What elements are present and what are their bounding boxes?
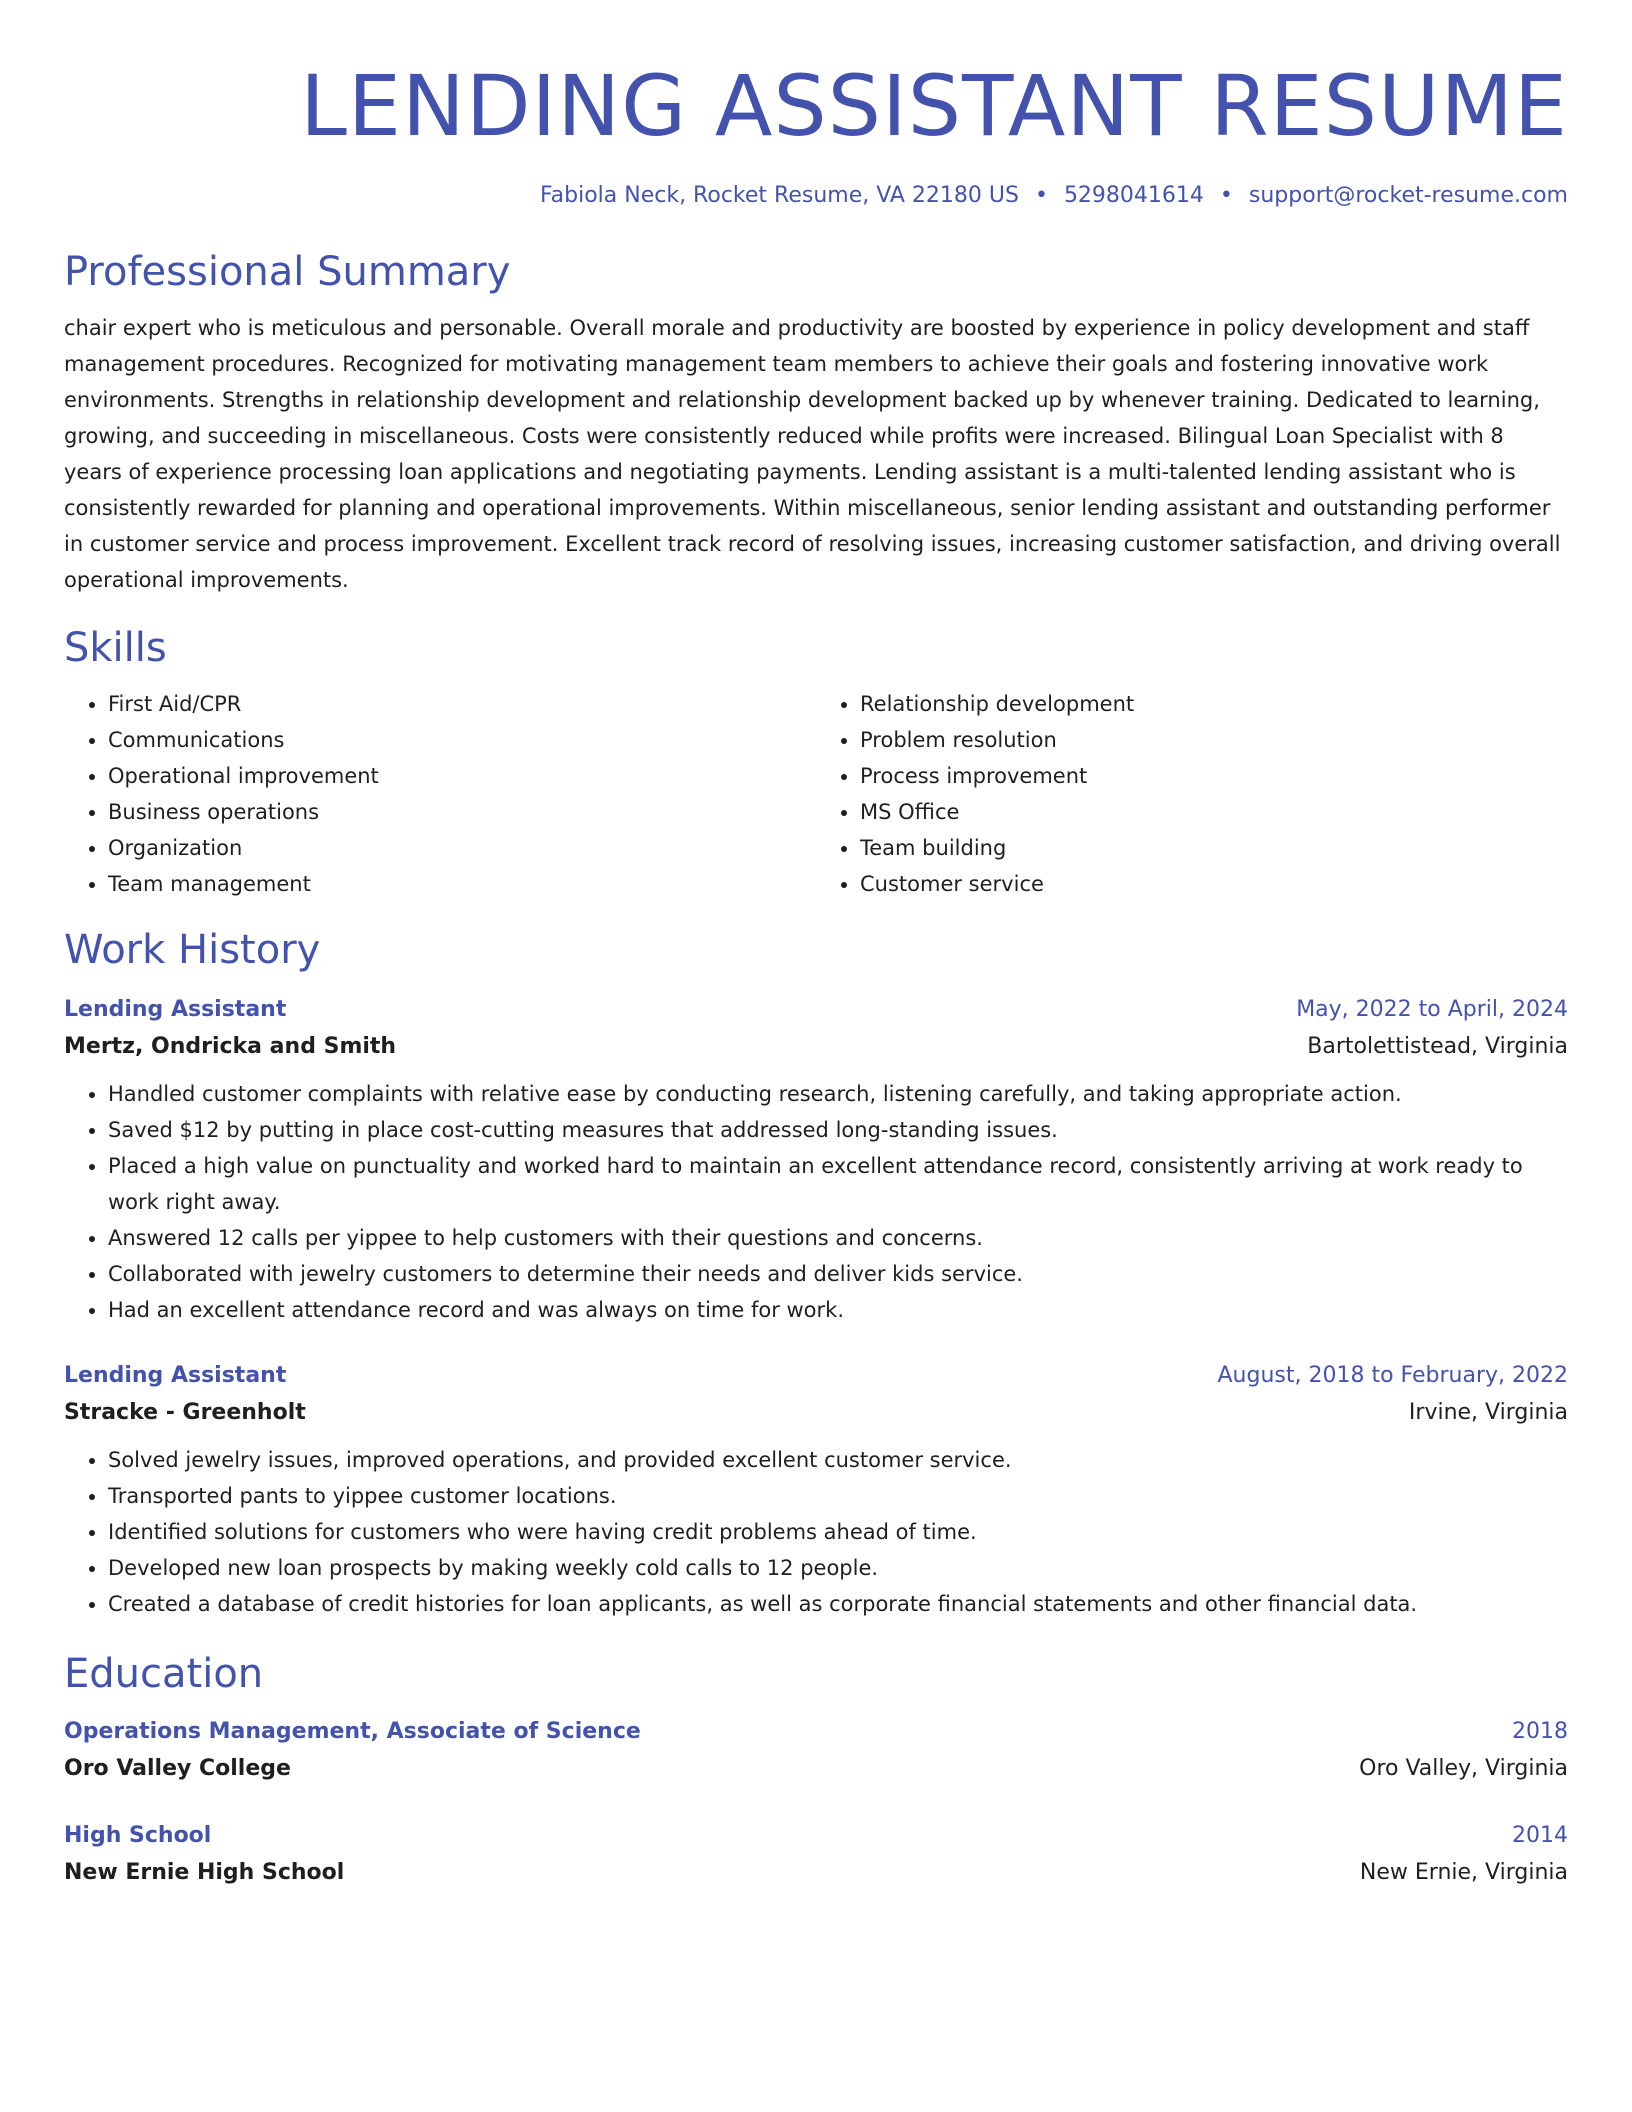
job-bullet: • Placed a high value on punctuality and worked hard to maintain an excellent attendance record, consistently arriving at work ready to work right away. (108, 1148, 1568, 1220)
education-year: 2018 (1512, 1719, 1568, 1744)
skills-heading: Skills (64, 625, 167, 671)
job-employer: Mertz, Ondricka and Smith (64, 1034, 397, 1059)
education-degree: High School (64, 1823, 212, 1848)
job-bullet: • Developed new loan prospects by making weekly cold calls to 12 people. (108, 1550, 1568, 1586)
job-bullet: • Transported pants to yippee customer locations. (108, 1478, 1568, 1514)
job-title-row (64, 992, 1568, 1028)
job-bullet: • Saved $12 by putting in place cost-cutting measures that addressed long-standing issues. (108, 1112, 1568, 1148)
skill-item: • Team building (860, 830, 1568, 866)
summary-heading: Professional Summary (64, 249, 511, 295)
skill-item: • Relationship development (860, 686, 1568, 722)
education-school: Oro Valley College (64, 1756, 291, 1781)
job-bullets (64, 1442, 1568, 1622)
education-degree-row (64, 1714, 1568, 1750)
job-dates: May, 2022 to April, 2024 (1296, 997, 1568, 1022)
job-bullet: • Created a database of credit histories for loan applicants, as well as corporate financial statements and other financial data. (108, 1586, 1568, 1622)
skill-item: • Customer service (860, 866, 1568, 902)
job-title: Lending Assistant (64, 1363, 287, 1388)
job-bullet: • Identified solutions for customers who were having credit problems ahead of time. (108, 1514, 1568, 1550)
job-location: Irvine, Virginia (1408, 1400, 1568, 1425)
skill-item: • Process improvement (860, 758, 1568, 794)
contact-phone: 5298041614 (1063, 183, 1204, 208)
skill-item: • Problem resolution (860, 722, 1568, 758)
education-degree-row (64, 1818, 1568, 1854)
job-employer: Stracke - Greenholt (64, 1400, 306, 1425)
resume-title: LENDING ASSISTANT RESUME (300, 57, 1568, 155)
education-heading: Education (64, 1651, 264, 1697)
education-degree: Operations Management, Associate of Science (64, 1719, 641, 1744)
job-bullet: • Answered 12 calls per yippee to help customers with their questions and concerns. (108, 1220, 1568, 1256)
job-bullet: • Solved jewelry issues, improved operations, and provided excellent customer service. (108, 1442, 1568, 1478)
skill-item: • Organization (108, 830, 816, 866)
work-history-section (64, 926, 1568, 1622)
education-location: New Ernie, Virginia (1359, 1860, 1568, 1885)
job-title-row (64, 1358, 1568, 1394)
contact-address: Fabiola Neck, Rocket Resume, VA 22180 US (540, 183, 1019, 208)
job-location: Bartolettistead, Virginia (1307, 1034, 1568, 1059)
contact-email[interactable]: support@rocket-resume.com (1248, 183, 1568, 208)
job-entry (64, 992, 1568, 1328)
education-school-row (64, 1750, 1568, 1788)
job-bullet: • Handled customer complaints with relative ease by conducting research, listening carefully, and taking appropriate action. (108, 1076, 1568, 1112)
education-school-row (64, 1854, 1568, 1892)
job-bullet: • Collaborated with jewelry customers to determine their needs and deliver kids service. (108, 1256, 1568, 1292)
skill-item: • Operational improvement (108, 758, 816, 794)
resume-header (64, 56, 1568, 210)
work-history-heading: Work History (64, 927, 321, 973)
skills-list-left (64, 686, 816, 902)
skills-grid (64, 686, 1568, 902)
education-entry (64, 1714, 1568, 1788)
job-bullet: • Had an excellent attendance record and was always on time for work. (108, 1292, 1568, 1328)
job-title: Lending Assistant (64, 997, 287, 1022)
education-entry (64, 1818, 1568, 1892)
skill-item: • Business operations (108, 794, 816, 830)
summary-section (64, 248, 1568, 598)
education-section (64, 1650, 1568, 1892)
education-year: 2014 (1512, 1823, 1568, 1848)
education-school: New Ernie High School (64, 1860, 345, 1885)
summary-text: chair expert who is meticulous and personable. Overall morale and productivity are boosted by experience in policy development and staff management procedures. Recognized for motivating management team members to achieve their goals and fostering innovative work environments. Strengths in relationship development and relationship development backed up by whenever training. Dedicated to learning, growing, and succeeding in miscellaneous. Costs were consistently reduced while profits were increased. Bilingual Loan Specialist with 8 years of experience processing loan applications and negotiating payments. Lending assistant is a multi-talented lending assistant who is consistently rewarded for planning and operational improvements. Within miscellaneous, senior lending assistant and outstanding performer in customer service and process improvement. Excellent track record of resolving issues, increasing customer satisfaction, and driving overall operational improvements. (64, 316, 1561, 592)
skill-item: • Team management (108, 866, 816, 902)
job-bullets (64, 1076, 1568, 1328)
skill-item: • Communications (108, 722, 816, 758)
contact-line (64, 182, 1568, 210)
skills-section (64, 624, 1568, 902)
job-dates: August, 2018 to February, 2022 (1217, 1363, 1568, 1388)
job-employer-row (64, 1028, 1568, 1066)
education-location: Oro Valley, Virginia (1359, 1756, 1568, 1781)
skill-item: • First Aid/CPR (108, 686, 816, 722)
contact-separator: • (1034, 183, 1048, 208)
contact-separator: • (1219, 183, 1233, 208)
job-entry (64, 1358, 1568, 1622)
skills-list-right (816, 686, 1568, 902)
job-employer-row (64, 1394, 1568, 1432)
skill-item: • MS Office (860, 794, 1568, 830)
